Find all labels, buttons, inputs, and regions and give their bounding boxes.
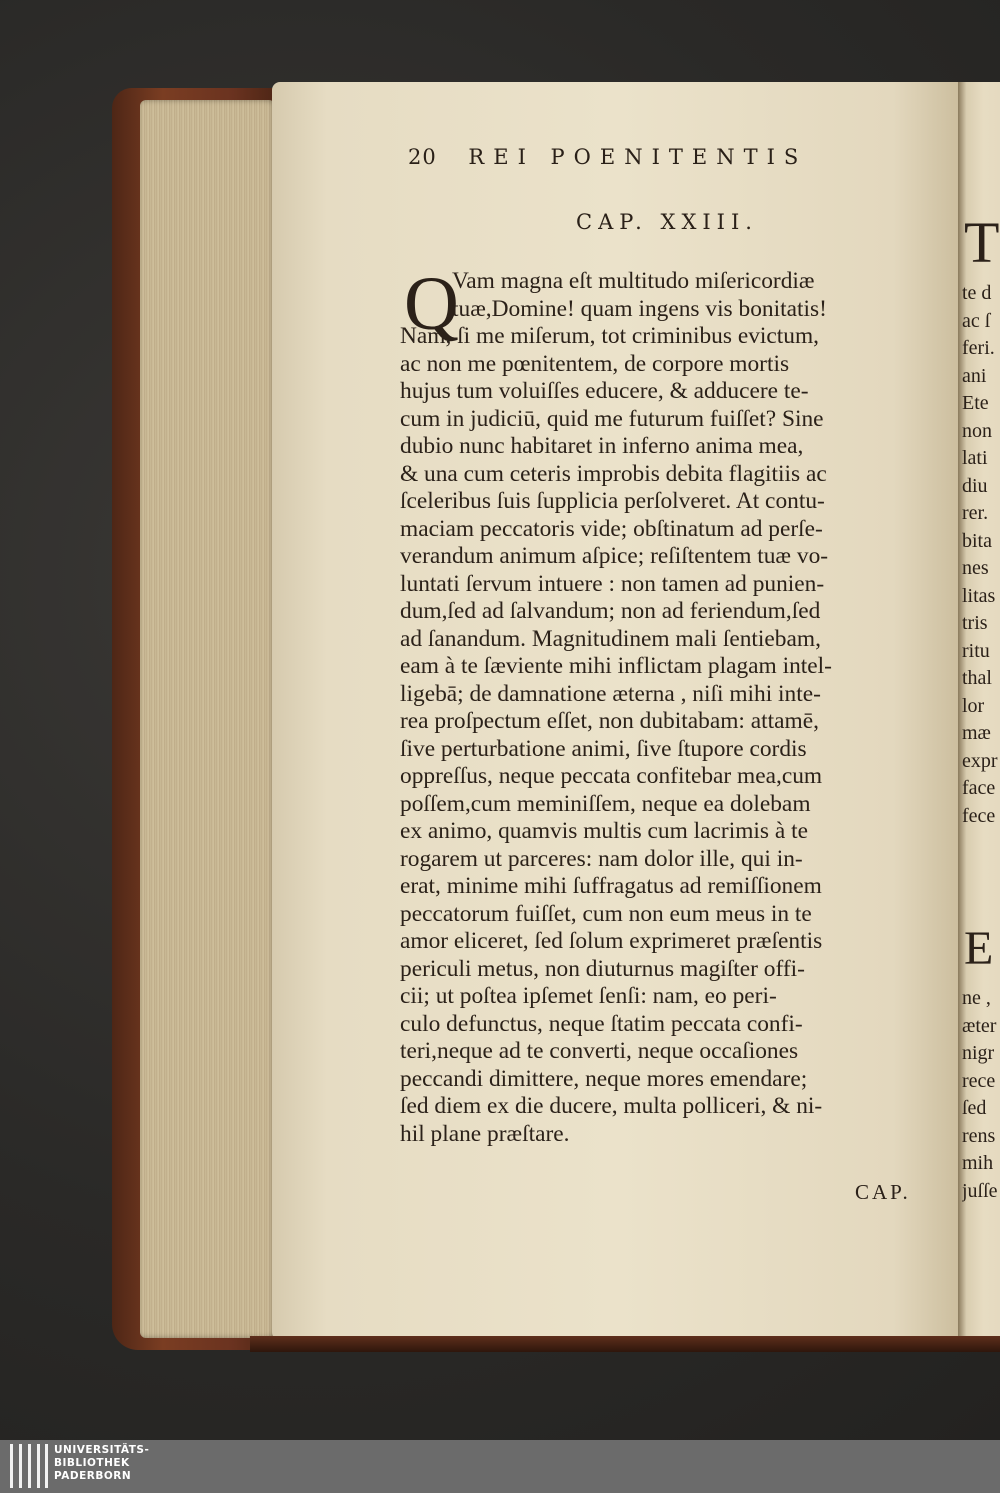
facing-line: ani [962, 364, 987, 387]
facing-line: Ete [962, 392, 989, 414]
text-line: verandum animum aſpice; reſiſtentem tuæ vo- [400, 543, 829, 569]
text-line: peccandi dimittere, neque mores emendare; [400, 1065, 808, 1092]
facing-line: lor [962, 694, 985, 717]
facing-line: rece [962, 1069, 996, 1092]
facing-line: tris [962, 612, 988, 634]
facing-line: face [962, 777, 996, 799]
facing-drop-cap-2: E [964, 925, 994, 973]
text-line: Nam, ſi me miſerum, tot criminibus evictum, [400, 323, 820, 349]
text-line: poſſem,cum meminiſſem, neque ea dolebam [400, 790, 811, 817]
text-line: rogarem ut parceres: nam dolor ille, qui in- [400, 845, 803, 872]
text-line: ligebā; de damnatione æterna , niſi mihi inte- [400, 680, 821, 707]
facing-line: ne , [962, 987, 991, 1009]
text-line: teri,neque ad te converti, neque occaſiones [400, 1038, 799, 1064]
facing-line: expr [962, 749, 998, 772]
text-line: luntati ſervum intuere : non tamen ad punien- [400, 570, 825, 597]
facing-line: bita [962, 529, 992, 552]
facing-line: non [962, 419, 992, 442]
page-edges [140, 100, 275, 1338]
logo-line: UNIVERSITÄTS- [54, 1444, 150, 1456]
text-line: ſceleribus ſuis ſupplicia perſolveret. At contu- [400, 488, 825, 514]
facing-line: rens [962, 1124, 996, 1147]
page-number: 20 [408, 145, 437, 169]
facing-line: litas [962, 584, 996, 607]
library-logo-icon [10, 1444, 48, 1488]
facing-line: juſſe [962, 1179, 998, 1202]
facing-text [962, 280, 1000, 830]
facing-line: ſed [962, 1097, 987, 1119]
text-line: Vam magna eſt multitudo miſericordiæ [452, 268, 815, 294]
facing-line: diu [962, 474, 988, 497]
drop-cap: Q [404, 262, 459, 346]
facing-line: mih [962, 1152, 994, 1174]
running-head [408, 145, 878, 175]
catchword: CAP. [855, 1180, 911, 1204]
chapter-heading: CAP. XXIII. [576, 210, 758, 234]
text-line: peccatorum fuiſſet, cum non eum meus in te [400, 900, 812, 927]
logo-line: PADERBORN [54, 1470, 132, 1482]
text-line: dum,ſed ad ſalvandum; non ad feriendum,ſed [400, 598, 821, 624]
text-line: ex animo, quamvis multis cum lacrimis à te [400, 818, 808, 844]
body-text [400, 262, 930, 1148]
facing-line: ritu [962, 639, 990, 662]
book-cover-bottom [250, 1336, 1000, 1352]
text-line: & una cum ceteris improbis debita flagitiis ac [400, 460, 827, 487]
facing-line: fece [962, 804, 996, 827]
text-line: oppreſſus, neque peccata confitebar mea,cum [400, 763, 823, 789]
facing-line: thal [962, 667, 992, 689]
text-line: hujus tum voluiſſes educere, & adducere te- [400, 378, 809, 404]
text-line: ſed diem ex die ducere, multa polliceri, & ni- [400, 1093, 823, 1119]
facing-line: ac ſ [962, 309, 991, 332]
text-line: amor eliceret, ſed ſolum exprimeret præſentis [400, 928, 823, 954]
facing-text-2 [962, 985, 1000, 1205]
logo-line: BIBLIOTHEK [54, 1457, 130, 1469]
facing-line: mæ [962, 722, 991, 744]
text-line: ac non me pœnitentem, de corpore mortis [400, 350, 790, 377]
facing-line: rer. [962, 502, 989, 524]
text-line: periculi metus, non diuturnus magiſter offi- [400, 955, 805, 982]
running-title: REI POENITENTIS [468, 145, 808, 169]
text-line: tuæ,Domine! quam ingens vis bonitatis! [452, 295, 827, 322]
text-line: hil plane præſtare. [400, 1120, 570, 1147]
facing-line: nes [962, 557, 989, 579]
facing-line: feri. [962, 337, 995, 359]
facing-line: æter [962, 1014, 997, 1037]
text-line: rea proſpectum eſſet, non dubitabam: attamē, [400, 708, 819, 734]
facing-line: nigr [962, 1042, 995, 1064]
text-line: cii; ut poſtea ipſemet ſenſi: nam, eo peri- [400, 983, 777, 1009]
text-line: erat, minime mihi ſuffragatus ad remiſſionem [400, 873, 822, 899]
facing-line: lati [962, 447, 988, 469]
facing-line: te d [962, 282, 992, 304]
text-line: eam à te ſæviente mihi inflictam plagam intel- [400, 653, 832, 679]
facing-drop-cap: T [964, 213, 1000, 273]
text-line: cum in judiciū, quid me futurum fuiſſet? Sine [400, 405, 824, 432]
text-line: dubio nunc habitaret in inferno anima mea, [400, 433, 804, 459]
text-line: ſive perturbatione animi, ſive ſtupore cordis [400, 735, 807, 762]
footer-bar [0, 1440, 1000, 1493]
text-line: ad ſanandum. Magnitudinem mali ſentiebam, [400, 625, 821, 652]
library-logo-text [54, 1444, 149, 1483]
text-line: culo defunctus, neque ſtatim peccata confi- [400, 1010, 803, 1037]
text-line: maciam peccatoris vide; obſtinatum ad perſe- [400, 515, 823, 542]
